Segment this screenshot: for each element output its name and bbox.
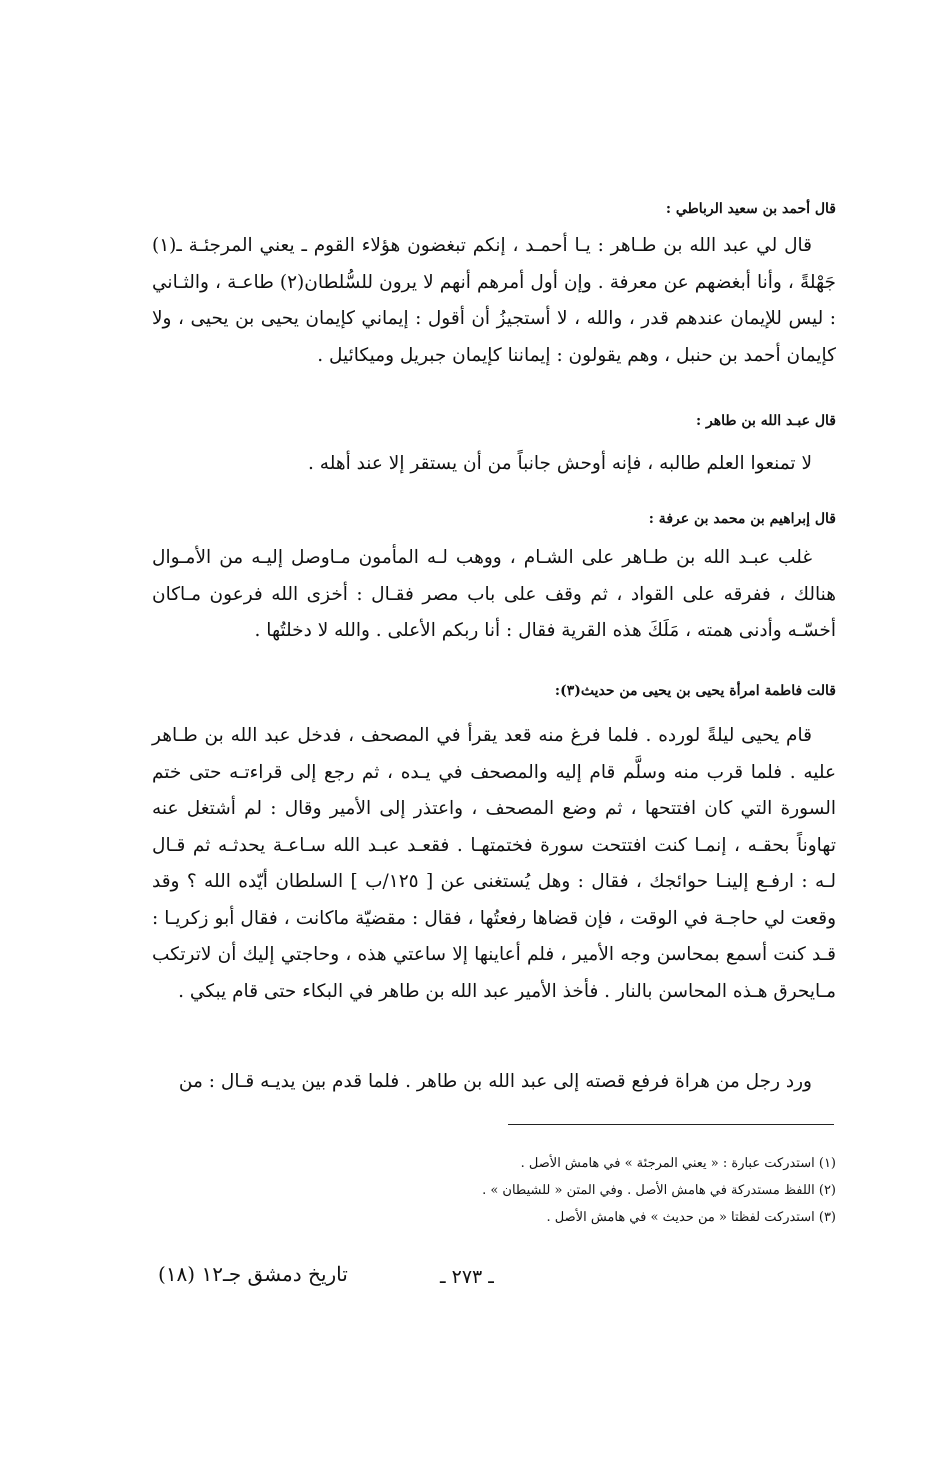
paragraph-text: غلب عبـد الله بن طـاهر على الشـام ، ووهب لـه المأمون مـاوصل إليـه من الأمـوال هنالك ، ففرقه على القواد ، ثم وقف على باب مصر فقـال : أخزى الله فرعون مـاكان أخسّـه وأدنى همته ، مَلَكَ هذه القرية فقال : أنا ربكم الأعلى . والله لا دخلتُها .: [152, 547, 836, 641]
footnote-divider: [508, 1124, 834, 1125]
section-heading-rabati: قال أحمد بن سعيد الرباطي :: [665, 201, 836, 217]
paragraph-text: ورد رجل من هراة فرفع قصته إلى عبد الله بن طاهر . فلما قدم بين يديـه قـال : من: [178, 1071, 812, 1092]
paragraph-abdallah: [152, 446, 836, 483]
section-heading-ibrahim: قال إبراهيم بن محمد بن عرفة :: [648, 511, 836, 527]
page-number: ـ ٢٧٣ ـ: [440, 1266, 494, 1288]
paragraph-rabati: [152, 228, 836, 374]
paragraph-ibrahim: [152, 540, 836, 650]
footnotes: [152, 1150, 836, 1231]
footnote-item: (٣) استدركت لفظتا « من حديث » في هامش الأصل .: [546, 1210, 836, 1225]
section-heading-abdallah: قال عبـد الله بن طاهر :: [695, 413, 836, 429]
paragraph-text: قام يحيى ليلةً لورده . فلما فرغ منه قعد يقرأ في المصحف ، فدخل عبد الله بن طـاهر عليه . فلما قرب منه وسلَّم قام إليه والمصحف في يـده ، ثم رجع إلى قراءتـه حتى ختم السورة التي كان افتتحها ، ثم وضع المصحف ، واعتذر إلى الأمير وقال : لم أشتغل عنه تهاوناً بحقـه ، إنمـا كنت افتتحت سورة فختمتهـا . فقعـد عبـد الله سـاعـة يحدثـه ثم قـال لـه : ارفـع إلينـا حوائجك ، فقال : وهل يُستغنى عن [ ١٢٥/ب ] السلطان أيّده الله ؟ وقد وقعت لي حاجـة في الوقت ، فإن قضاها رفعتُها ، فقال : مقضيّة ماكانت ، فقال أبو زكريـا : قـد كنت أسمع بمحاسن وجه الأمير ، فلم أعاينها إلا ساعتي هذه ، وحاجتي إليك أن لاترتكب مـايحرق هـذه المحاسن بالنار . فأخذ الأمير عبد الله بن طاهر في البكاء حتى قام يبكي .: [152, 725, 836, 1002]
paragraph-herat: [152, 1064, 836, 1101]
paragraph-fatima: [152, 718, 836, 1010]
paragraph-text: قال لي عبد الله بن طـاهر : يـا أحمـد ، إنكم تبغضون هؤلاء القوم ـ يعني المرجئـة ـ(١) جَهْلةً ، وأنا أبغضهم عن معرفة . وإن أول أمرهم أنهم لا يرون للسُّلطان(٢) طاعـة ، والثـاني : ليس للإيمان عندهم قدر ، والله ، لا أستجيزُ أن أقول : إيماني كإيمان يحيى بن يحيى ، ولا كإيمان أحمد بن حنبل ، وهم يقولون : إيماننا كإيمان جبريل وميكائيل .: [152, 235, 836, 366]
paragraph-text: لا تمنعوا العلم طالبه ، فإنه أوحش جانباً من أن يستقر إلا عند أهله .: [308, 453, 812, 474]
footnote-item: (٢) اللفظ مستدركة في هامش الأصل . وفي المتن « للشيطان » .: [482, 1183, 836, 1198]
footnote-item: (١) استدركت عبارة : « يعني المرجئة » في هامش الأصل .: [520, 1156, 836, 1171]
book-title-footer: تاريخ دمشق جـ١٢ (١٨): [158, 1262, 348, 1286]
section-heading-fatima: قالت فاطمة امرأة يحيى بن يحيى من حديث(٣):: [554, 683, 836, 699]
